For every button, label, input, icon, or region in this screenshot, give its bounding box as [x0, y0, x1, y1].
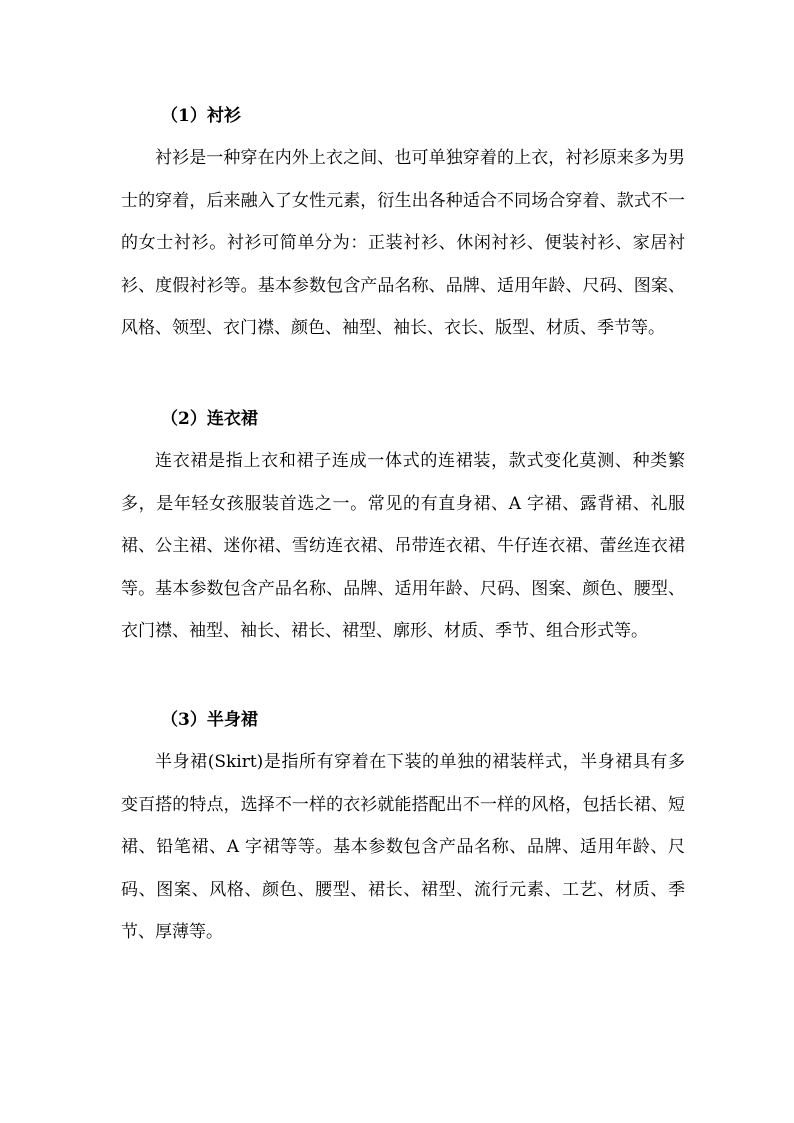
- section-dress: [121, 398, 685, 653]
- section-heading: （2）连衣裙: [161, 409, 258, 429]
- section-paragraph: 连衣裙是指上衣和裙子连成一体式的连裙装，款式变化莫测、种类繁多，是年轻女孩服装首选之一。常见的有直身裙、A 字裙、露背裙、礼服裙、公主裙、迷你裙、雪纺连衣裙、吊带连衣裙、牛仔连衣裙、蕾丝连衣裙等。基本参数包含产品名称、品牌、适用年龄、尺码、图案、颜色、腰型、衣门襟、袖型、袖长、裙长、裙型、廓形、材质、季节、组合形式等。: [121, 451, 685, 641]
- section-skirt: [121, 699, 685, 954]
- section-shirt: [121, 95, 685, 350]
- section-paragraph: 半身裙(Skirt)是指所有穿着在下装的单独的裙装样式，半身裙具有多变百搭的特点，选择不一样的衣衫就能搭配出不一样的风格，包括长裙、短裙、铅笔裙、A 字裙等等。基本参数包含产品名称、品牌、适用年龄、尺码、图案、风格、颜色、腰型、裙长、裙型、流行元素、工艺、材质、季节、厚薄等。: [121, 752, 685, 942]
- section-heading: （1）衬衫: [161, 106, 241, 126]
- section-paragraph: 衬衫是一种穿在内外上衣之间、也可单独穿着的上衣，衬衫原来多为男士的穿着，后来融入了女性元素，衍生出各种适合不同场合穿着、款式不一的女士衬衫。衬衫可简单分为：正装衬衫、休闲衬衫、便装衬衫、家居衬衫、度假衬衫等。基本参数包含产品名称、品牌、适用年龄、尺码、图案、风格、领型、衣门襟、颜色、袖型、袖长、衣长、版型、材质、季节等。: [121, 148, 685, 338]
- section-heading: （3）半身裙: [161, 710, 258, 730]
